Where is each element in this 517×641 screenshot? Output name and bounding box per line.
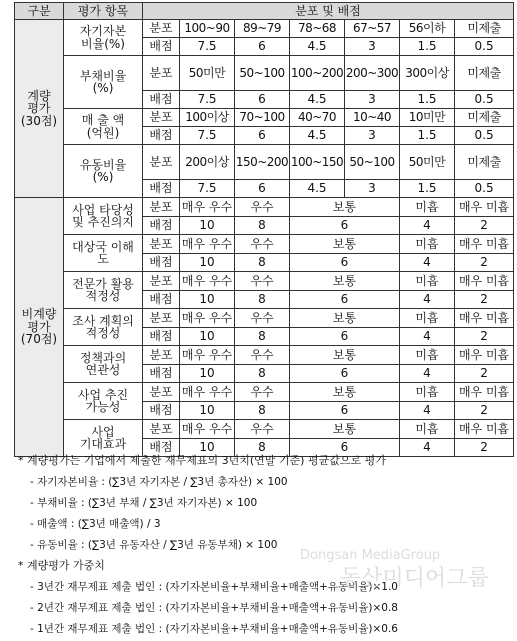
distribution-cell: 우수 — [235, 198, 290, 217]
distribution-cell: 200이상 — [180, 145, 235, 180]
distribution-label: 분포 — [143, 145, 180, 180]
distribution-label: 분포 — [143, 346, 180, 365]
item-name — [64, 56, 143, 109]
score-label: 배점 — [143, 365, 180, 383]
item-name-line: 유동비율 — [79, 157, 127, 172]
item-name-line: 사업 추진 — [77, 387, 129, 402]
score-cell: 1.5 — [400, 180, 455, 198]
formula-debt-ratio: - 부채비율 : (∑3년 부채 / ∑3년 자기자본) × 100 — [30, 497, 258, 509]
item-name — [64, 198, 143, 235]
score-label: 배점 — [143, 180, 180, 198]
score-cell: 7.5 — [180, 38, 235, 56]
item-name-line: 기대효과 — [79, 437, 127, 451]
item-name — [64, 309, 143, 346]
distribution-label: 분포 — [143, 420, 180, 439]
distribution-cell: 미제출 — [455, 145, 514, 180]
distribution-cell: 매우 우수 — [180, 198, 235, 217]
distribution-cell: 40~70 — [290, 109, 345, 127]
score-cell: 10 — [180, 328, 235, 346]
distribution-cell: 미제출 — [455, 56, 514, 91]
table-row — [15, 383, 514, 402]
score-cell: 0.5 — [455, 180, 514, 198]
item-name-line: 적정성 — [85, 289, 121, 303]
distribution-cell: 89~79 — [235, 20, 290, 38]
distribution-cell: 보통 — [290, 383, 400, 402]
distribution-cell: 보통 — [290, 235, 400, 254]
distribution-cell: 78~68 — [290, 20, 345, 38]
distribution-cell: 300이상 — [400, 56, 455, 91]
score-cell: 3 — [345, 91, 400, 109]
score-cell: 10 — [180, 365, 235, 383]
score-cell: 3 — [345, 180, 400, 198]
score-cell: 10 — [180, 217, 235, 235]
score-cell: 4 — [400, 217, 455, 235]
score-label: 배점 — [143, 328, 180, 346]
score-cell: 4 — [400, 328, 455, 346]
distribution-cell: 미제출 — [455, 109, 514, 127]
score-cell: 1.5 — [400, 38, 455, 56]
score-label: 배점 — [143, 127, 180, 145]
score-cell: 6 — [235, 180, 290, 198]
table-row — [15, 309, 514, 328]
score-cell: 6 — [290, 254, 400, 272]
score-cell: 2 — [455, 291, 514, 309]
score-cell: 4.5 — [290, 127, 345, 145]
weight-3-years: - 3년간 재무제표 제출 법인 : (자기자본비율+부채비율+매출액+유동비율)×1.0 — [30, 581, 398, 593]
score-cell: 8 — [235, 439, 290, 457]
distribution-cell: 우수 — [235, 420, 290, 439]
distribution-cell: 보통 — [290, 420, 400, 439]
score-cell: 2 — [455, 402, 514, 420]
distribution-label: 분포 — [143, 56, 180, 91]
distribution-label: 분포 — [143, 272, 180, 291]
group-line: (30점) — [20, 113, 58, 128]
item-name — [64, 420, 143, 457]
distribution-cell: 50미만 — [400, 145, 455, 180]
item-name-line: 매 출 액 — [81, 113, 125, 127]
score-cell: 0.5 — [455, 91, 514, 109]
score-cell: 2 — [455, 328, 514, 346]
score-cell: 1.5 — [400, 127, 455, 145]
distribution-cell: 100~90 — [180, 20, 235, 38]
distribution-label: 분포 — [143, 109, 180, 127]
score-label: 배점 — [143, 291, 180, 309]
distribution-cell: 우수 — [235, 235, 290, 254]
table-row — [15, 109, 514, 127]
score-cell: 4 — [400, 439, 455, 457]
distribution-cell: 미흡 — [400, 346, 455, 365]
item-name-line: (%) — [92, 81, 114, 95]
distribution-cell: 10~40 — [345, 109, 400, 127]
distribution-cell: 매우 우수 — [180, 235, 235, 254]
watermark-logo — [300, 548, 500, 598]
item-name-line: 적정성 — [85, 326, 121, 340]
score-cell: 6 — [290, 365, 400, 383]
group-line: (70점) — [20, 332, 58, 347]
group-line: 평가 — [27, 319, 51, 334]
distribution-label: 분포 — [143, 235, 180, 254]
score-cell: 6 — [290, 402, 400, 420]
item-name — [64, 109, 143, 145]
distribution-cell: 매우 미흡 — [455, 383, 514, 402]
distribution-cell: 보통 — [290, 309, 400, 328]
distribution-cell: 우수 — [235, 272, 290, 291]
score-cell: 6 — [290, 439, 400, 457]
table-row — [15, 20, 514, 38]
score-cell: 1.5 — [400, 91, 455, 109]
header-category: 구분 — [15, 3, 64, 20]
distribution-cell: 매우 우수 — [180, 309, 235, 328]
score-cell: 4 — [400, 291, 455, 309]
item-name — [64, 383, 143, 420]
distribution-cell: 150~200 — [235, 145, 290, 180]
table-row — [15, 272, 514, 291]
distribution-cell: 50~100 — [345, 145, 400, 180]
document — [14, 2, 513, 457]
score-cell: 10 — [180, 402, 235, 420]
distribution-cell: 매우 미흡 — [455, 235, 514, 254]
item-name — [64, 235, 143, 272]
distribution-cell: 매우 우수 — [180, 420, 235, 439]
distribution-cell: 우수 — [235, 309, 290, 328]
distribution-cell: 우수 — [235, 346, 290, 365]
score-cell: 2 — [455, 365, 514, 383]
distribution-cell: 미흡 — [400, 383, 455, 402]
distribution-cell: 매우 우수 — [180, 346, 235, 365]
score-label: 배점 — [143, 217, 180, 235]
score-cell: 6 — [290, 291, 400, 309]
item-name-line: (%) — [92, 170, 114, 184]
item-name — [64, 20, 143, 56]
item-name-line: 사업 타당성 — [72, 202, 134, 217]
score-cell: 4 — [400, 365, 455, 383]
item-name-line: 비율(%) — [81, 36, 125, 51]
score-cell: 6 — [290, 328, 400, 346]
item-name-line: 연관성 — [85, 363, 121, 377]
distribution-cell: 200~300 — [345, 56, 400, 91]
distribution-cell: 매우 미흡 — [455, 346, 514, 365]
group-line: 계량 — [27, 88, 51, 103]
distribution-label: 분포 — [143, 383, 180, 402]
table-row — [15, 420, 514, 439]
score-cell: 7.5 — [180, 91, 235, 109]
distribution-cell: 50~100 — [235, 56, 290, 91]
table-row — [15, 235, 514, 254]
distribution-cell: 매우 미흡 — [455, 420, 514, 439]
item-name-line: 및 추진의지 — [72, 215, 134, 229]
table-row — [15, 145, 514, 180]
distribution-cell: 매우 미흡 — [455, 198, 514, 217]
score-cell: 8 — [235, 291, 290, 309]
distribution-cell: 우수 — [235, 383, 290, 402]
score-cell: 6 — [235, 127, 290, 145]
item-name-line: 도 — [97, 252, 109, 266]
watermark-latin: Dongsan MediaGroup — [300, 548, 441, 563]
score-cell: 6 — [290, 217, 400, 235]
group-line: 비계량 — [21, 307, 57, 322]
distribution-cell: 50미만 — [180, 56, 235, 91]
score-cell: 10 — [180, 254, 235, 272]
score-label: 배점 — [143, 439, 180, 457]
score-cell: 4 — [400, 254, 455, 272]
score-cell: 10 — [180, 439, 235, 457]
table-body — [15, 20, 514, 457]
score-cell: 2 — [455, 439, 514, 457]
score-cell: 4 — [400, 402, 455, 420]
header-item: 평가 항목 — [64, 3, 143, 20]
formula-current-ratio: - 유동비율 : (∑3년 유동자산 / ∑3년 유동부채) × 100 — [30, 539, 278, 551]
score-cell: 4.5 — [290, 38, 345, 56]
evaluation-table — [14, 2, 514, 457]
distribution-cell: 70~100 — [235, 109, 290, 127]
item-name-line: 전문가 활용 — [72, 276, 134, 291]
formula-equity-ratio: - 자기자본비율 : (∑3년 자기자본 / ∑3년 총자산) × 100 — [30, 476, 288, 488]
score-cell: 8 — [235, 328, 290, 346]
watermark-korean: 동산미디어그룹 — [340, 566, 489, 591]
item-name — [64, 145, 143, 198]
score-cell: 8 — [235, 402, 290, 420]
table-row — [15, 198, 514, 217]
distribution-cell: 67~57 — [345, 20, 400, 38]
distribution-cell: 100이상 — [180, 109, 235, 127]
distribution-cell: 보통 — [290, 346, 400, 365]
distribution-cell: 미흡 — [400, 420, 455, 439]
item-name-line: 부채비율 — [79, 68, 127, 83]
distribution-cell: 매우 우수 — [180, 383, 235, 402]
score-cell: 0.5 — [455, 38, 514, 56]
item-name-line: 사업 — [91, 424, 115, 439]
distribution-cell: 보통 — [290, 272, 400, 291]
score-cell: 3 — [345, 127, 400, 145]
header-distribution: 분포 및 배점 — [143, 3, 514, 20]
note-main: * 계량평가는 기업에서 제출한 재무제표의 3년치(연말 기준) 평균값으로 평가 — [18, 454, 386, 467]
group-quantitative — [15, 20, 64, 198]
score-cell: 3 — [345, 38, 400, 56]
weight-1-year: - 1년간 재무제표 제출 법인 : (자기자본비율+부채비율+매출액+유동비율)×0.6 — [30, 623, 398, 635]
table-header-row — [15, 3, 514, 20]
score-cell: 7.5 — [180, 180, 235, 198]
score-cell: 6 — [235, 91, 290, 109]
score-cell: 7.5 — [180, 127, 235, 145]
score-cell: 4.5 — [290, 91, 345, 109]
item-name-line: 자기자본 — [79, 24, 127, 38]
score-cell: 2 — [455, 254, 514, 272]
score-cell: 0.5 — [455, 127, 514, 145]
distribution-cell: 매우 미흡 — [455, 309, 514, 328]
item-name — [64, 272, 143, 309]
distribution-cell: 미흡 — [400, 309, 455, 328]
item-name-line: (억원) — [86, 125, 120, 140]
distribution-cell: 미흡 — [400, 198, 455, 217]
distribution-cell: 56이하 — [400, 20, 455, 38]
score-cell: 10 — [180, 291, 235, 309]
distribution-cell: 미제출 — [455, 20, 514, 38]
table-row — [15, 346, 514, 365]
distribution-label: 분포 — [143, 198, 180, 217]
score-cell: 2 — [455, 217, 514, 235]
weight-2-years: - 2년간 재무제표 제출 법인 : (자기자본비율+부채비율+매출액+유동비율)×0.8 — [30, 602, 398, 614]
distribution-cell: 보통 — [290, 198, 400, 217]
item-name-line: 정책과의 — [79, 350, 127, 365]
score-cell: 8 — [235, 365, 290, 383]
distribution-cell: 미흡 — [400, 235, 455, 254]
score-cell: 4.5 — [290, 180, 345, 198]
item-name-line: 조사 계획의 — [72, 313, 134, 328]
note-weight-title: * 계량평가 가중치 — [18, 559, 105, 572]
table-row — [15, 56, 514, 91]
distribution-cell: 100~150 — [290, 145, 345, 180]
group-line: 평가 — [27, 101, 51, 116]
distribution-cell: 10미만 — [400, 109, 455, 127]
formula-sales: - 매출액 : (∑3년 매출액) / 3 — [30, 518, 161, 530]
group-qualitative — [15, 198, 64, 457]
distribution-cell: 100~200 — [290, 56, 345, 91]
distribution-cell: 매우 우수 — [180, 272, 235, 291]
score-cell: 8 — [235, 217, 290, 235]
score-cell: 8 — [235, 254, 290, 272]
score-label: 배점 — [143, 254, 180, 272]
score-cell: 6 — [235, 38, 290, 56]
distribution-label: 분포 — [143, 309, 180, 328]
distribution-cell: 미흡 — [400, 272, 455, 291]
item-name-line: 대상국 이해 — [72, 239, 134, 254]
notes — [18, 452, 513, 641]
distribution-label: 분포 — [143, 20, 180, 38]
item-name-line: 가능성 — [85, 400, 121, 414]
distribution-cell: 매우 미흡 — [455, 272, 514, 291]
score-label: 배점 — [143, 402, 180, 420]
score-label: 배점 — [143, 38, 180, 56]
item-name — [64, 346, 143, 383]
score-label: 배점 — [143, 91, 180, 109]
